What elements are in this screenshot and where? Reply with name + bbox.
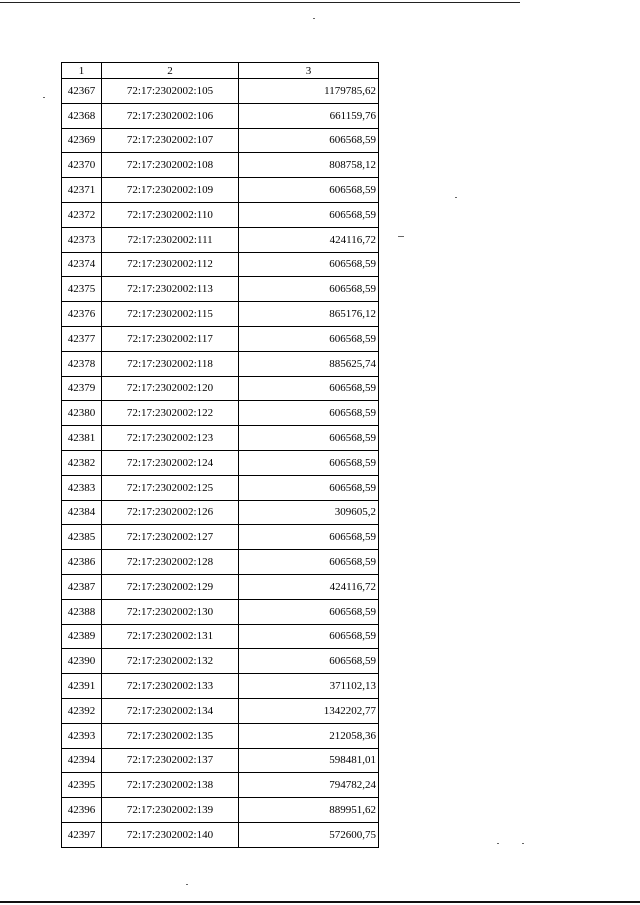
value-cell: 606568,59 — [239, 426, 379, 451]
table-row — [62, 277, 379, 302]
value-cell: 1342202,77 — [239, 698, 379, 723]
scan-speck — [313, 18, 315, 19]
value-cell: 371102,13 — [239, 674, 379, 699]
value-cell: 606568,59 — [239, 202, 379, 227]
table-row — [62, 103, 379, 128]
value-cell: 606568,59 — [239, 277, 379, 302]
cadastral-number-cell: 72:17:2302002:129 — [102, 574, 239, 599]
table-row — [62, 202, 379, 227]
row-number-cell: 42392 — [62, 698, 102, 723]
scan-speck — [398, 236, 404, 237]
cadastral-number-cell: 72:17:2302002:117 — [102, 326, 239, 351]
cadastral-number-cell: 72:17:2302002:112 — [102, 252, 239, 277]
value-cell: 889951,62 — [239, 798, 379, 823]
cadastral-number-cell: 72:17:2302002:127 — [102, 525, 239, 550]
value-cell: 794782,24 — [239, 773, 379, 798]
column-header-2: 2 — [102, 63, 239, 79]
scan-speck — [43, 97, 45, 98]
cadastral-number-cell: 72:17:2302002:131 — [102, 624, 239, 649]
table-row — [62, 748, 379, 773]
value-cell: 606568,59 — [239, 252, 379, 277]
value-cell: 424116,72 — [239, 574, 379, 599]
table-row — [62, 698, 379, 723]
row-number-cell: 42373 — [62, 227, 102, 252]
table-row — [62, 599, 379, 624]
row-number-cell: 42394 — [62, 748, 102, 773]
value-cell: 606568,59 — [239, 475, 379, 500]
cadastral-number-cell: 72:17:2302002:118 — [102, 351, 239, 376]
value-cell: 808758,12 — [239, 153, 379, 178]
table-row — [62, 252, 379, 277]
cadastral-number-cell: 72:17:2302002:128 — [102, 550, 239, 575]
cadastral-number-cell: 72:17:2302002:107 — [102, 128, 239, 153]
table-row — [62, 376, 379, 401]
value-cell: 1179785,62 — [239, 79, 379, 104]
row-number-cell: 42391 — [62, 674, 102, 699]
value-cell: 606568,59 — [239, 401, 379, 426]
row-number-cell: 42378 — [62, 351, 102, 376]
table-row — [62, 773, 379, 798]
table-row — [62, 351, 379, 376]
row-number-cell: 42376 — [62, 302, 102, 327]
cadastral-number-cell: 72:17:2302002:108 — [102, 153, 239, 178]
cadastral-number-cell: 72:17:2302002:130 — [102, 599, 239, 624]
column-header-3: 3 — [239, 63, 379, 79]
table-row — [62, 525, 379, 550]
cadastral-number-cell: 72:17:2302002:111 — [102, 227, 239, 252]
cadastral-number-cell: 72:17:2302002:126 — [102, 500, 239, 525]
row-number-cell: 42370 — [62, 153, 102, 178]
value-cell: 598481,01 — [239, 748, 379, 773]
table-row — [62, 426, 379, 451]
row-number-cell: 42383 — [62, 475, 102, 500]
row-number-cell: 42372 — [62, 202, 102, 227]
value-cell: 606568,59 — [239, 599, 379, 624]
table-body — [62, 63, 379, 848]
row-number-cell: 42389 — [62, 624, 102, 649]
row-number-cell: 42396 — [62, 798, 102, 823]
table-row — [62, 550, 379, 575]
table-row — [62, 302, 379, 327]
value-cell: 606568,59 — [239, 624, 379, 649]
cadastral-number-cell: 72:17:2302002:132 — [102, 649, 239, 674]
value-cell: 606568,59 — [239, 649, 379, 674]
value-cell: 865176,12 — [239, 302, 379, 327]
value-cell: 885625,74 — [239, 351, 379, 376]
table-row — [62, 153, 379, 178]
scan-edge-top — [0, 2, 520, 3]
row-number-cell: 42388 — [62, 599, 102, 624]
value-cell: 606568,59 — [239, 178, 379, 203]
table-row — [62, 624, 379, 649]
table-row — [62, 798, 379, 823]
table-row — [62, 227, 379, 252]
row-number-cell: 42369 — [62, 128, 102, 153]
table-row — [62, 178, 379, 203]
scan-speck — [522, 843, 524, 844]
cadastral-number-cell: 72:17:2302002:125 — [102, 475, 239, 500]
row-number-cell: 42385 — [62, 525, 102, 550]
cadastral-number-cell: 72:17:2302002:135 — [102, 723, 239, 748]
value-cell: 309605,2 — [239, 500, 379, 525]
table-row — [62, 674, 379, 699]
table-row — [62, 500, 379, 525]
cadastral-number-cell: 72:17:2302002:122 — [102, 401, 239, 426]
table-row — [62, 128, 379, 153]
value-cell: 572600,75 — [239, 822, 379, 847]
row-number-cell: 42386 — [62, 550, 102, 575]
cadastral-number-cell: 72:17:2302002:113 — [102, 277, 239, 302]
table-row — [62, 475, 379, 500]
cadastral-number-cell: 72:17:2302002:115 — [102, 302, 239, 327]
table-row — [62, 574, 379, 599]
table-row — [62, 326, 379, 351]
row-number-cell: 42380 — [62, 401, 102, 426]
cadastral-number-cell: 72:17:2302002:137 — [102, 748, 239, 773]
table-row — [62, 723, 379, 748]
row-number-cell: 42375 — [62, 277, 102, 302]
row-number-cell: 42393 — [62, 723, 102, 748]
value-cell: 424116,72 — [239, 227, 379, 252]
cadastral-number-cell: 72:17:2302002:138 — [102, 773, 239, 798]
value-cell: 606568,59 — [239, 128, 379, 153]
cadastral-number-cell: 72:17:2302002:134 — [102, 698, 239, 723]
scan-speck — [497, 843, 499, 844]
row-number-cell: 42377 — [62, 326, 102, 351]
cadastral-number-cell: 72:17:2302002:120 — [102, 376, 239, 401]
scan-speck — [455, 197, 457, 198]
table-row — [62, 79, 379, 104]
cadastral-number-cell: 72:17:2302002:105 — [102, 79, 239, 104]
cadastral-number-cell: 72:17:2302002:106 — [102, 103, 239, 128]
cadastral-number-cell: 72:17:2302002:140 — [102, 822, 239, 847]
row-number-cell: 42382 — [62, 450, 102, 475]
value-cell: 661159,76 — [239, 103, 379, 128]
value-cell: 212058,36 — [239, 723, 379, 748]
row-number-cell: 42381 — [62, 426, 102, 451]
cadastral-number-cell: 72:17:2302002:109 — [102, 178, 239, 203]
value-cell: 606568,59 — [239, 525, 379, 550]
value-cell: 606568,59 — [239, 376, 379, 401]
cadastral-number-cell: 72:17:2302002:124 — [102, 450, 239, 475]
value-cell: 606568,59 — [239, 550, 379, 575]
value-cell: 606568,59 — [239, 450, 379, 475]
cadastral-number-cell: 72:17:2302002:139 — [102, 798, 239, 823]
cadastral-number-cell: 72:17:2302002:133 — [102, 674, 239, 699]
table-row — [62, 401, 379, 426]
scan-edge-bottom — [0, 901, 640, 903]
table-row — [62, 822, 379, 847]
row-number-cell: 42367 — [62, 79, 102, 104]
cadastral-number-cell: 72:17:2302002:110 — [102, 202, 239, 227]
row-number-cell: 42397 — [62, 822, 102, 847]
row-number-cell: 42368 — [62, 103, 102, 128]
row-number-cell: 42395 — [62, 773, 102, 798]
table-header-row — [62, 63, 379, 79]
data-table — [61, 62, 379, 848]
row-number-cell: 42390 — [62, 649, 102, 674]
row-number-cell: 42374 — [62, 252, 102, 277]
row-number-cell: 42384 — [62, 500, 102, 525]
scan-speck — [186, 884, 188, 885]
cadastral-number-cell: 72:17:2302002:123 — [102, 426, 239, 451]
row-number-cell: 42379 — [62, 376, 102, 401]
value-cell: 606568,59 — [239, 326, 379, 351]
row-number-cell: 42387 — [62, 574, 102, 599]
row-number-cell: 42371 — [62, 178, 102, 203]
table-row — [62, 450, 379, 475]
column-header-1: 1 — [62, 63, 102, 79]
table-row — [62, 649, 379, 674]
